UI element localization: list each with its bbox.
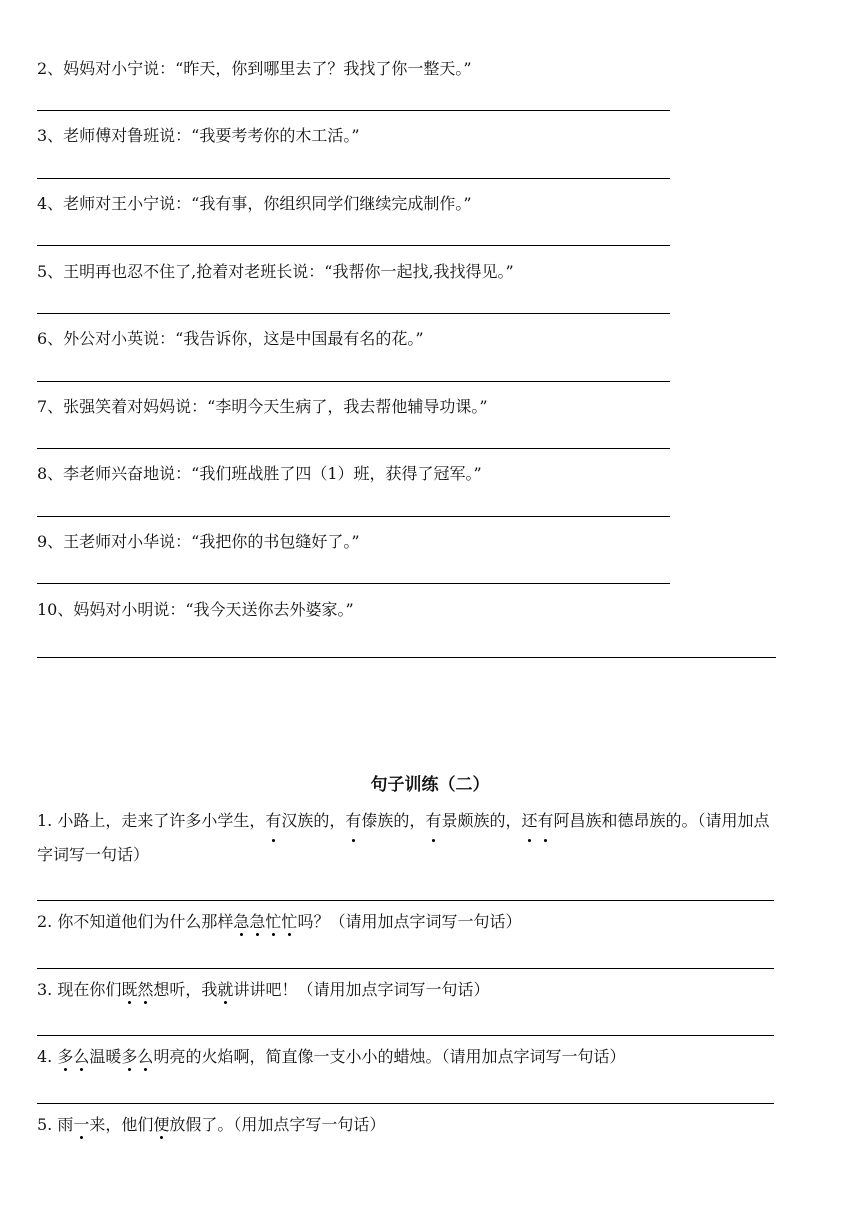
exercise-item-9: 9、王老师对小华说：“我把你的书包缝好了。” bbox=[37, 532, 360, 551]
dotted-char: 么 bbox=[137, 1047, 154, 1066]
dotted-char: 忙 bbox=[265, 912, 282, 931]
dotted-char: 急 bbox=[233, 912, 250, 931]
exercise-item-2: 2、妈妈对小宁说：“昨天，你到哪里去了？我找了你一整天。” bbox=[37, 59, 472, 78]
exercise-item-10: 10、妈妈对小明说：“我今天送你去外婆家。” bbox=[37, 600, 354, 619]
question-5: 5. 雨一来，他们便放假了。（用加点字写一句话） bbox=[37, 1115, 386, 1134]
dotted-char: 一 bbox=[73, 1115, 90, 1134]
dotted-char: 便 bbox=[153, 1115, 170, 1134]
answer-line bbox=[37, 1035, 774, 1036]
exercise-item-5: 5、王明再也忍不住了,抢着对老班长说：“我帮你一起找,我找得见。” bbox=[37, 262, 514, 281]
exercise-item-7: 7、张强笑着对妈妈说：“李明今天生病了，我去帮他辅导功课。” bbox=[37, 397, 488, 416]
question-4: 4. 多么温暖多么明亮的火焰啊，简直像一支小小的蜡烛。（请用加点字词写一句话） bbox=[37, 1047, 626, 1066]
dotted-char: 有 bbox=[345, 804, 361, 838]
answer-line bbox=[37, 583, 670, 584]
dotted-char: 还 bbox=[521, 804, 537, 838]
answer-line bbox=[37, 968, 774, 969]
question-number: 3. bbox=[37, 980, 58, 999]
section-title: 句子训练（二） bbox=[370, 775, 490, 795]
question-number: 4. bbox=[37, 1047, 58, 1066]
answer-line bbox=[37, 110, 670, 111]
dotted-char: 多 bbox=[121, 1047, 138, 1066]
dotted-char: 有 bbox=[265, 804, 281, 838]
answer-line bbox=[37, 178, 670, 179]
dotted-char: 有 bbox=[537, 804, 553, 838]
question-number: 1. bbox=[37, 811, 58, 830]
question-2: 2. 你不知道他们为什么那样急急忙忙吗？（请用加点字词写一句话） bbox=[37, 912, 522, 931]
dotted-char: 忙 bbox=[281, 912, 298, 931]
dotted-char: 急 bbox=[249, 912, 266, 931]
answer-line bbox=[37, 1103, 774, 1104]
dotted-char: 有 bbox=[425, 804, 441, 838]
dotted-char: 既 bbox=[121, 980, 138, 999]
answer-line bbox=[37, 448, 670, 449]
answer-line bbox=[37, 900, 774, 901]
dotted-char: 然 bbox=[137, 980, 154, 999]
answer-line bbox=[37, 516, 670, 517]
exercise-item-3: 3、老师傅对鲁班说：“我要考考你的木工活。” bbox=[37, 126, 360, 145]
question-number: 5. bbox=[37, 1115, 58, 1134]
answer-line bbox=[37, 381, 670, 382]
answer-line bbox=[37, 245, 670, 246]
dotted-char: 就 bbox=[217, 980, 234, 999]
exercise-item-6: 6、外公对小英说：“我告诉你，这是中国最有名的花。” bbox=[37, 329, 424, 348]
question-number: 2. bbox=[37, 912, 58, 931]
answer-line bbox=[37, 657, 776, 658]
question-3: 3. 现在你们既然想听，我就讲讲吧！（请用加点字词写一句话） bbox=[37, 980, 490, 999]
exercise-item-4: 4、老师对王小宁说：“我有事，你组织同学们继续完成制作。” bbox=[37, 194, 472, 213]
answer-line bbox=[37, 313, 670, 314]
question-1: 1. 小路上，走来了许多小学生，有汉族的，有傣族的，有景颇族的，还有阿昌族和德昂族的。（请用加点 字词写一句话） bbox=[37, 804, 837, 872]
dotted-char: 么 bbox=[73, 1047, 90, 1066]
dotted-char: 多 bbox=[57, 1047, 74, 1066]
exercise-item-8: 8、李老师兴奋地说：“我们班战胜了四（1）班，获得了冠军。” bbox=[37, 464, 482, 483]
